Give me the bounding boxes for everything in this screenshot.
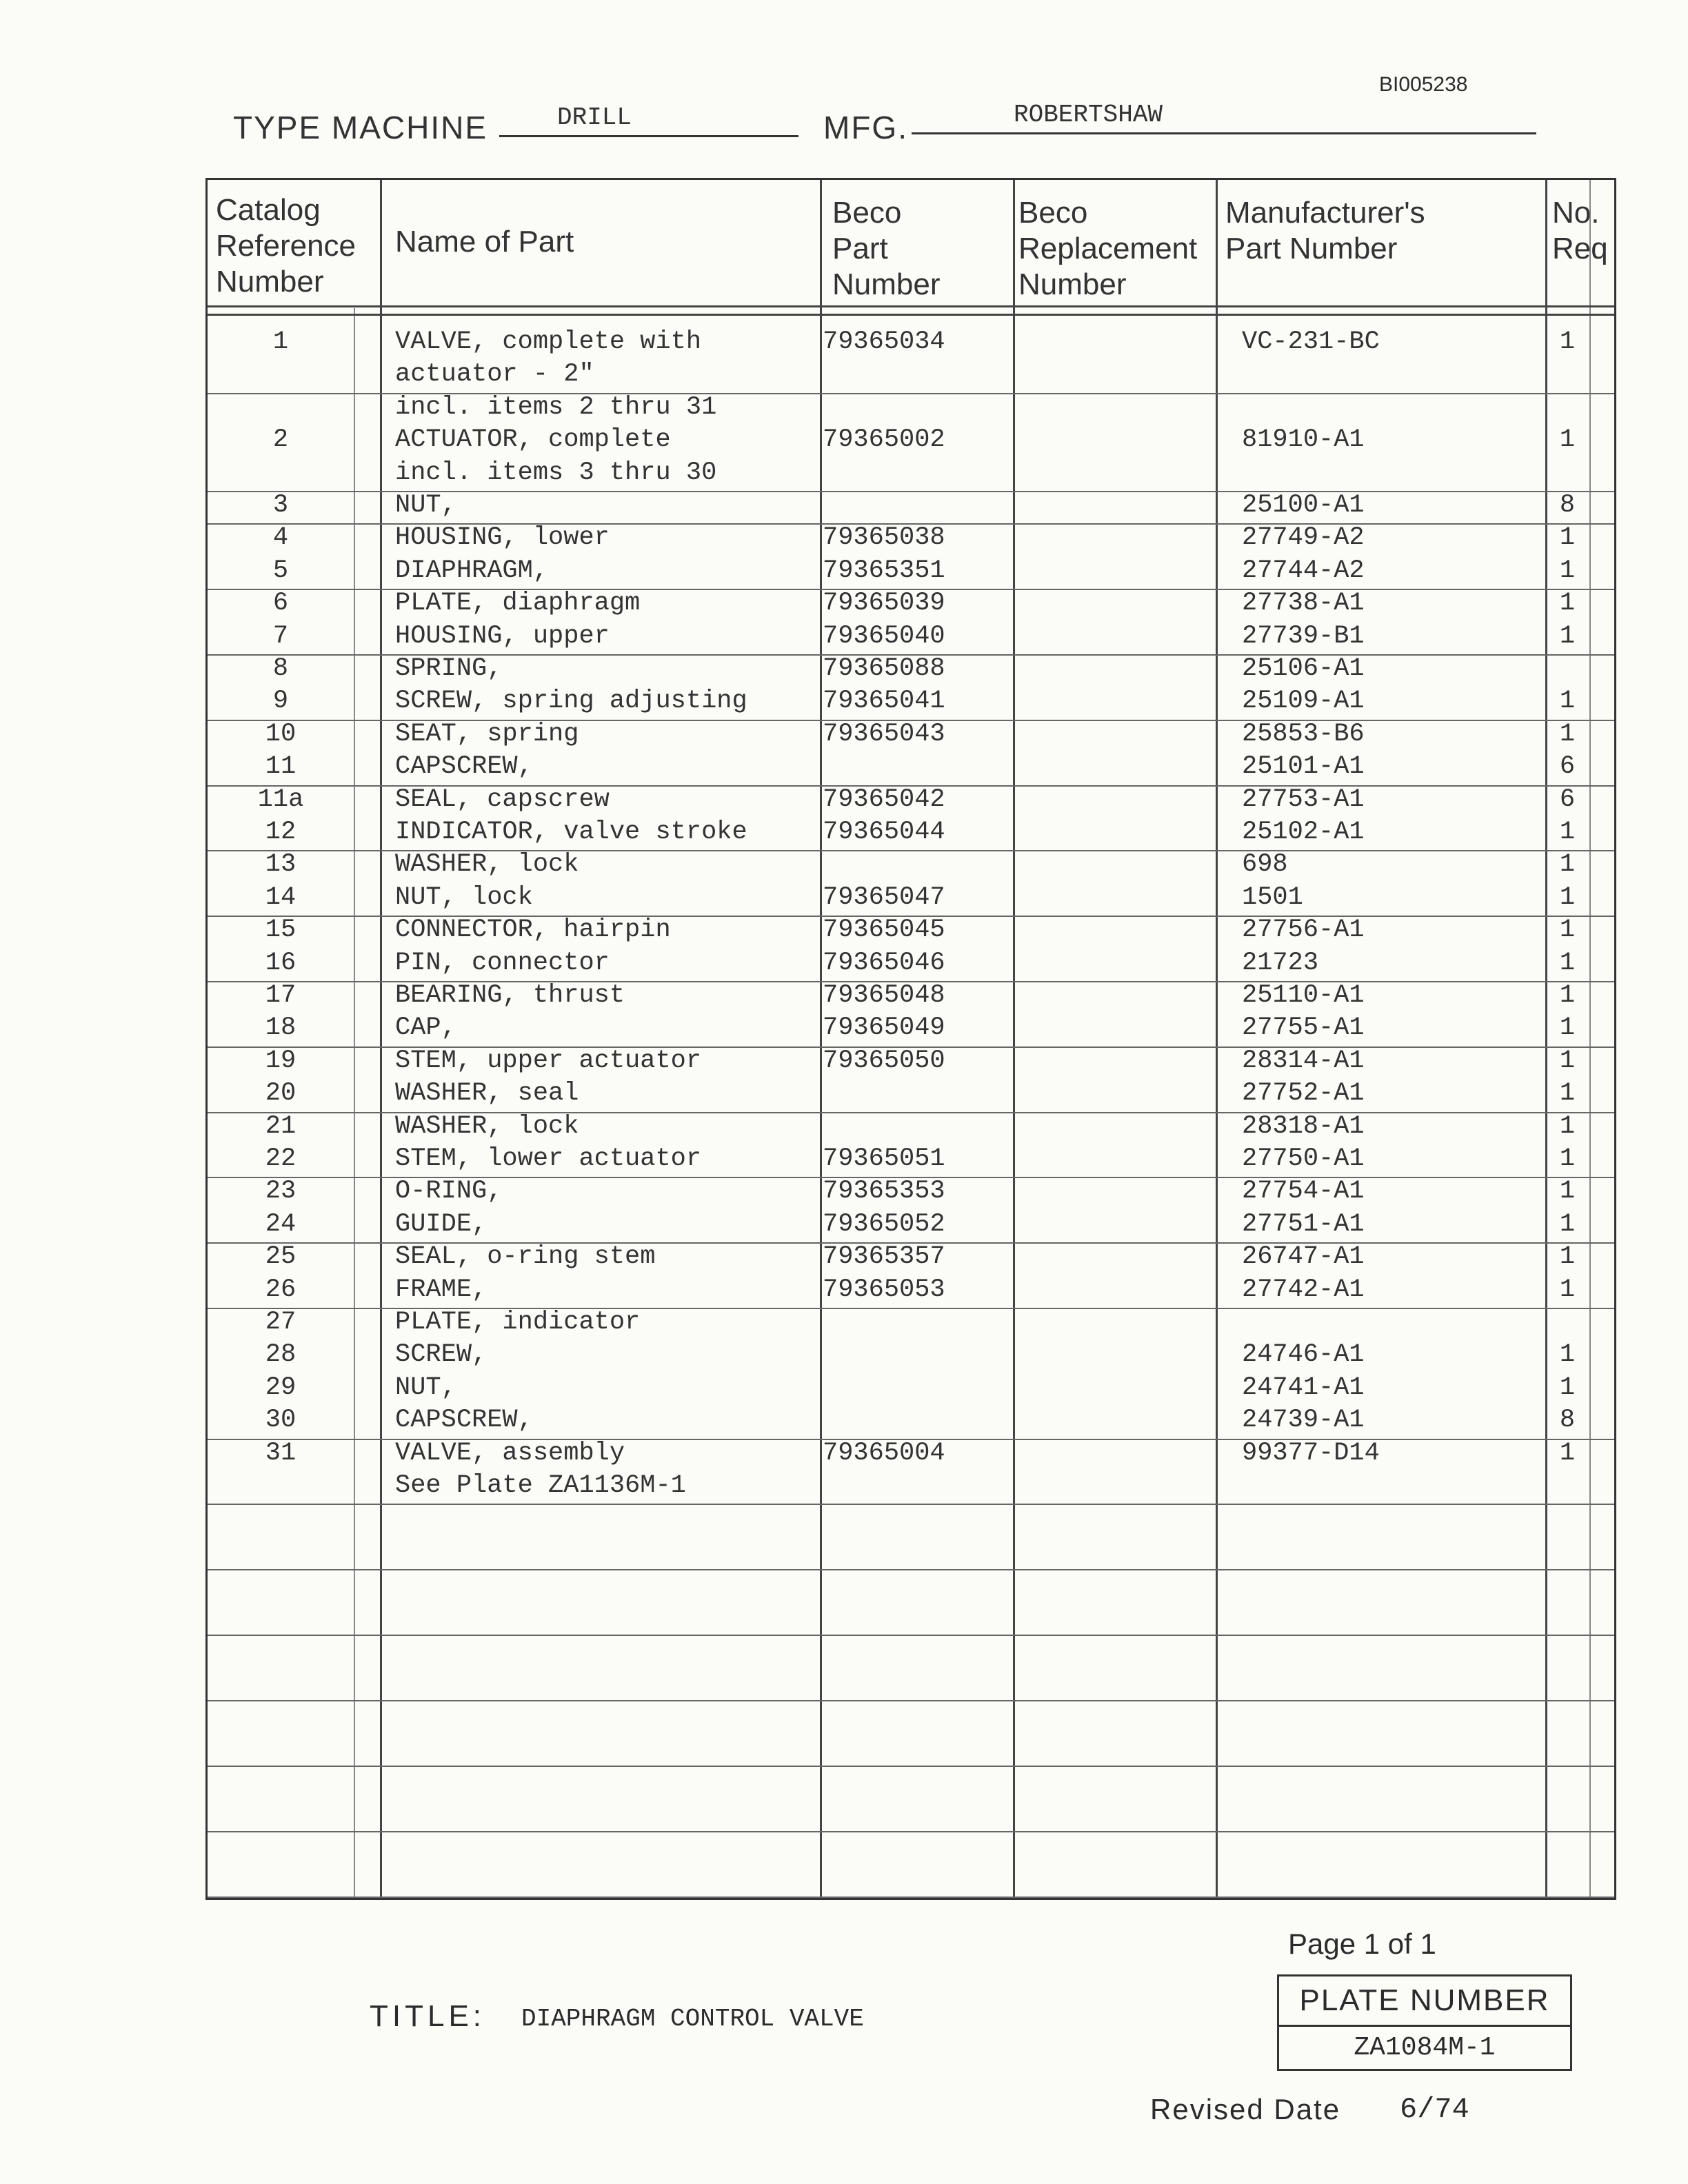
mfg-value: ROBERTSHAW xyxy=(1014,101,1163,129)
beco-part-cell: 79365041 xyxy=(823,687,945,716)
beco-part-cell: 79365034 xyxy=(823,327,945,356)
qty-cell: 1 xyxy=(1559,818,1576,847)
beco-part-cell: 79365088 xyxy=(823,654,945,683)
row-divider xyxy=(208,491,1614,492)
qty-cell: 8 xyxy=(1559,491,1576,520)
qty-cell: 1 xyxy=(1559,1013,1576,1043)
revised-date-value: 6/74 xyxy=(1400,2093,1469,2126)
mfr-part-cell: 27739-B1 xyxy=(1242,621,1365,651)
mfr-part-cell: VC-231-BC xyxy=(1242,327,1380,356)
qty-cell: 1 xyxy=(1559,621,1576,651)
catalog-ref-cell: 7 xyxy=(272,621,289,651)
qty-cell: 1 xyxy=(1559,1242,1576,1272)
catalog-ref-cell: 23 xyxy=(265,1177,297,1206)
beco-part-cell: 79365038 xyxy=(823,523,945,553)
qty-cell: 1 xyxy=(1559,916,1576,945)
catalog-ref-cell: 27 xyxy=(265,1308,297,1337)
row-divider xyxy=(208,589,1614,590)
catalog-ref-cell: 14 xyxy=(265,882,297,912)
beco-part-cell: 79365052 xyxy=(823,1209,945,1239)
mfr-part-cell: 25106-A1 xyxy=(1242,654,1365,683)
col-divider xyxy=(1013,180,1015,1898)
part-name-cell: actuator - 2" xyxy=(395,360,594,390)
part-name-cell: SEAL, capscrew xyxy=(395,785,610,814)
empty-row-divider xyxy=(208,1569,1614,1570)
part-name-cell: NUT, lock xyxy=(395,882,533,912)
qty-cell: 1 xyxy=(1559,1209,1576,1239)
col-header-beco-replacement: Beco Replacement Number xyxy=(1018,196,1198,301)
mfr-part-cell: 28314-A1 xyxy=(1242,1046,1365,1075)
row-divider xyxy=(208,654,1614,656)
col-header-qty: No. Req xyxy=(1552,196,1608,265)
qty-cell: 1 xyxy=(1559,589,1576,618)
part-name-cell: CAPSCREW, xyxy=(395,752,533,782)
part-name-cell: See Plate ZA1136M-1 xyxy=(395,1471,686,1500)
beco-part-cell: 79365357 xyxy=(823,1242,945,1272)
qty-cell: 1 xyxy=(1559,1177,1576,1206)
mfr-part-cell: 27753-A1 xyxy=(1242,785,1365,814)
qty-cell: 1 xyxy=(1559,1079,1576,1109)
row-divider xyxy=(208,1112,1614,1113)
mfr-part-cell: 24746-A1 xyxy=(1242,1340,1365,1370)
catalog-ref-cell: 17 xyxy=(265,981,297,1010)
part-name-cell: STEM, lower actuator xyxy=(395,1144,702,1173)
mfg-underline xyxy=(912,132,1536,134)
page-indicator: Page 1 of 1 xyxy=(1288,1928,1436,1960)
mfr-part-cell: 21723 xyxy=(1242,948,1319,978)
row-divider xyxy=(208,785,1614,787)
col-divider-thin xyxy=(1589,180,1591,1898)
qty-cell: 1 xyxy=(1559,1046,1576,1075)
mfr-part-cell: 27738-A1 xyxy=(1242,589,1365,618)
row-divider xyxy=(208,850,1614,851)
col-header-beco-part: Beco Part Number xyxy=(832,196,941,301)
catalog-ref-cell: 4 xyxy=(272,523,289,553)
beco-part-cell: 79365004 xyxy=(823,1438,945,1468)
part-name-cell: CAPSCREW, xyxy=(395,1406,533,1435)
title-value: DIAPHRAGM CONTROL VALVE xyxy=(521,2005,864,2033)
empty-row-divider xyxy=(208,1831,1614,1832)
empty-row-divider xyxy=(208,1700,1614,1701)
part-name-cell: INDICATOR, valve stroke xyxy=(395,818,747,847)
document-id: BI005238 xyxy=(1379,73,1468,96)
mfr-part-cell: 27751-A1 xyxy=(1242,1209,1365,1239)
catalog-ref-cell: 26 xyxy=(265,1275,297,1304)
mfr-part-cell: 698 xyxy=(1242,850,1288,880)
catalog-ref-cell: 28 xyxy=(265,1340,297,1370)
catalog-ref-cell: 10 xyxy=(265,719,297,749)
qty-cell: 1 xyxy=(1559,850,1576,880)
catalog-ref-cell: 13 xyxy=(265,850,297,880)
parts-table xyxy=(205,178,1616,1900)
row-divider xyxy=(208,981,1614,982)
row-divider xyxy=(208,1504,1614,1505)
part-name-cell: SCREW, spring adjusting xyxy=(395,687,747,716)
part-name-cell: CAP, xyxy=(395,1013,456,1043)
mfr-part-cell: 25100-A1 xyxy=(1242,491,1365,520)
beco-part-cell: 79365048 xyxy=(823,981,945,1010)
catalog-ref-cell: 22 xyxy=(265,1144,297,1173)
row-divider xyxy=(208,916,1614,917)
catalog-ref-cell: 30 xyxy=(265,1406,297,1435)
part-name-cell: GUIDE, xyxy=(395,1209,488,1239)
empty-row-divider xyxy=(208,1897,1614,1898)
plate-number-box xyxy=(1277,1974,1572,2071)
catalog-ref-cell: 11 xyxy=(265,752,297,782)
beco-part-cell: 79365049 xyxy=(823,1013,945,1043)
qty-cell: 1 xyxy=(1559,425,1576,455)
col-divider xyxy=(380,180,382,1898)
qty-cell: 1 xyxy=(1559,523,1576,553)
empty-row-divider xyxy=(208,1766,1614,1767)
part-name-cell: NUT, xyxy=(395,491,456,520)
beco-part-cell: 79365043 xyxy=(823,719,945,749)
beco-part-cell: 79365045 xyxy=(823,916,945,945)
beco-part-cell: 79365044 xyxy=(823,818,945,847)
mfr-part-cell: 25110-A1 xyxy=(1242,981,1365,1010)
beco-part-cell: 79365042 xyxy=(823,785,945,814)
qty-cell: 1 xyxy=(1559,687,1576,716)
part-name-cell: WASHER, lock xyxy=(395,850,579,880)
row-divider xyxy=(208,393,1614,394)
part-name-cell: incl. items 3 thru 30 xyxy=(395,458,717,487)
catalog-ref-cell: 21 xyxy=(265,1111,297,1141)
catalog-ref-cell: 31 xyxy=(265,1438,297,1468)
beco-part-cell: 79365053 xyxy=(823,1275,945,1304)
qty-cell: 8 xyxy=(1559,1406,1576,1435)
row-divider xyxy=(208,1308,1614,1309)
col-header-mfr-part: Manufacturer's Part Number xyxy=(1225,196,1425,265)
qty-cell: 1 xyxy=(1559,882,1576,912)
type-machine-label: TYPE MACHINE xyxy=(233,110,488,145)
mfr-part-cell: 26747-A1 xyxy=(1242,1242,1365,1272)
part-name-cell: VALVE, assembly xyxy=(395,1438,625,1468)
beco-part-cell: 79365040 xyxy=(823,621,945,651)
mfr-part-cell: 27749-A2 xyxy=(1242,523,1365,553)
mfr-part-cell: 27756-A1 xyxy=(1242,916,1365,945)
part-name-cell: incl. items 2 thru 31 xyxy=(395,392,717,422)
part-name-cell: SEAL, o-ring stem xyxy=(395,1242,656,1272)
part-name-cell: SPRING, xyxy=(395,654,503,683)
part-name-cell: DIAPHRAGM, xyxy=(395,556,549,585)
part-name-cell: FRAME, xyxy=(395,1275,488,1304)
part-name-cell: PIN, connector xyxy=(395,948,610,978)
beco-part-cell: 79365002 xyxy=(823,425,945,455)
catalog-ref-cell: 20 xyxy=(265,1079,297,1109)
part-name-cell: CONNECTOR, hairpin xyxy=(395,916,671,945)
catalog-ref-cell: 2 xyxy=(272,425,289,455)
mfr-part-cell: 27755-A1 xyxy=(1242,1013,1365,1043)
type-machine-value: DRILL xyxy=(557,103,632,132)
part-name-cell: VALVE, complete with xyxy=(395,327,702,356)
mfr-part-cell: 25853-B6 xyxy=(1242,719,1365,749)
mfg-label: MFG. xyxy=(823,110,908,145)
mfr-part-cell: 99377-D14 xyxy=(1242,1438,1380,1468)
plate-number-value: ZA1084M-1 xyxy=(1354,2033,1496,2063)
mfr-part-cell: 25102-A1 xyxy=(1242,818,1365,847)
catalog-ref-cell: 15 xyxy=(265,916,297,945)
catalog-ref-cell: 24 xyxy=(265,1209,297,1239)
part-name-cell: ACTUATOR, complete xyxy=(395,425,671,455)
row-divider xyxy=(208,1046,1614,1048)
qty-cell: 1 xyxy=(1559,1275,1576,1304)
beco-part-cell: 79365039 xyxy=(823,589,945,618)
mfr-part-cell: 28318-A1 xyxy=(1242,1111,1365,1141)
beco-part-cell: 79365353 xyxy=(823,1177,945,1206)
qty-cell: 1 xyxy=(1559,948,1576,978)
beco-part-cell: 79365351 xyxy=(823,556,945,585)
qty-cell: 1 xyxy=(1559,1144,1576,1173)
catalog-ref-cell: 11a xyxy=(257,785,304,814)
part-name-cell: STEM, upper actuator xyxy=(395,1046,702,1075)
catalog-ref-cell: 9 xyxy=(272,687,289,716)
part-name-cell: HOUSING, lower xyxy=(395,523,610,553)
mfr-part-cell: 81910-A1 xyxy=(1242,425,1365,455)
col-divider xyxy=(1216,180,1218,1898)
catalog-ref-cell: 5 xyxy=(272,556,289,585)
catalog-ref-cell: 1 xyxy=(272,327,289,356)
catalog-ref-cell: 18 xyxy=(265,1013,297,1043)
qty-cell: 1 xyxy=(1559,1438,1576,1468)
row-divider xyxy=(208,1439,1614,1440)
catalog-ref-cell: 3 xyxy=(272,491,289,520)
part-name-cell: SCREW, xyxy=(395,1340,488,1370)
catalog-ref-cell: 8 xyxy=(272,654,289,683)
header-rule xyxy=(208,305,1614,307)
part-name-cell: WASHER, lock xyxy=(395,1111,579,1141)
row-divider xyxy=(208,1177,1614,1178)
catalog-ref-cell: 6 xyxy=(272,589,289,618)
qty-cell: 1 xyxy=(1559,719,1576,749)
col-header-name: Name of Part xyxy=(395,225,574,259)
type-machine-underline xyxy=(499,135,798,137)
col-divider xyxy=(820,180,822,1898)
qty-cell: 6 xyxy=(1559,752,1576,782)
mfr-part-cell: 24739-A1 xyxy=(1242,1406,1365,1435)
part-name-cell: NUT, xyxy=(395,1373,456,1402)
mfr-part-cell: 24741-A1 xyxy=(1242,1373,1365,1402)
mfr-part-cell: 27752-A1 xyxy=(1242,1079,1365,1109)
catalog-ref-cell: 19 xyxy=(265,1046,297,1075)
mfr-part-cell: 25101-A1 xyxy=(1242,752,1365,782)
qty-cell: 1 xyxy=(1559,1373,1576,1402)
qty-cell: 1 xyxy=(1559,556,1576,585)
beco-part-cell: 79365047 xyxy=(823,882,945,912)
row-divider xyxy=(208,523,1614,525)
row-divider xyxy=(208,1242,1614,1244)
empty-row-divider xyxy=(208,1635,1614,1636)
part-name-cell: O-RING, xyxy=(395,1177,503,1206)
part-name-cell: WASHER, seal xyxy=(395,1079,579,1109)
mfr-part-cell: 27742-A1 xyxy=(1242,1275,1365,1304)
part-name-cell: HOUSING, upper xyxy=(395,621,610,651)
qty-cell: 1 xyxy=(1559,1111,1576,1141)
mfr-part-cell: 27750-A1 xyxy=(1242,1144,1365,1173)
mfr-part-cell: 1501 xyxy=(1242,882,1303,912)
title-label: TITLE: xyxy=(370,1999,486,2033)
revised-date-label: Revised Date xyxy=(1150,2093,1341,2125)
qty-cell: 6 xyxy=(1559,785,1576,814)
beco-part-cell: 79365050 xyxy=(823,1046,945,1075)
col-divider-thin xyxy=(354,308,355,1898)
catalog-ref-cell: 12 xyxy=(265,818,297,847)
catalog-ref-cell: 29 xyxy=(265,1373,297,1402)
mfr-part-cell: 27744-A2 xyxy=(1242,556,1365,585)
part-name-cell: SEAT, spring xyxy=(395,719,579,749)
qty-cell: 1 xyxy=(1559,1340,1576,1370)
row-divider xyxy=(208,720,1614,721)
part-name-cell: BEARING, thrust xyxy=(395,981,625,1010)
qty-cell: 1 xyxy=(1559,981,1576,1010)
catalog-ref-cell: 16 xyxy=(265,948,297,978)
beco-part-cell: 79365046 xyxy=(823,948,945,978)
catalog-ref-cell: 25 xyxy=(265,1242,297,1272)
part-name-cell: PLATE, indicator xyxy=(395,1308,641,1337)
plate-number-label: PLATE NUMBER xyxy=(1279,1976,1570,2027)
mfr-part-cell: 27754-A1 xyxy=(1242,1177,1365,1206)
col-header-catalog-ref: Catalog Reference Number xyxy=(216,193,356,299)
part-name-cell: PLATE, diaphragm xyxy=(395,589,641,618)
mfr-part-cell: 25109-A1 xyxy=(1242,687,1365,716)
header-rule xyxy=(208,314,1614,316)
qty-cell: 1 xyxy=(1559,327,1576,356)
beco-part-cell: 79365051 xyxy=(823,1144,945,1173)
